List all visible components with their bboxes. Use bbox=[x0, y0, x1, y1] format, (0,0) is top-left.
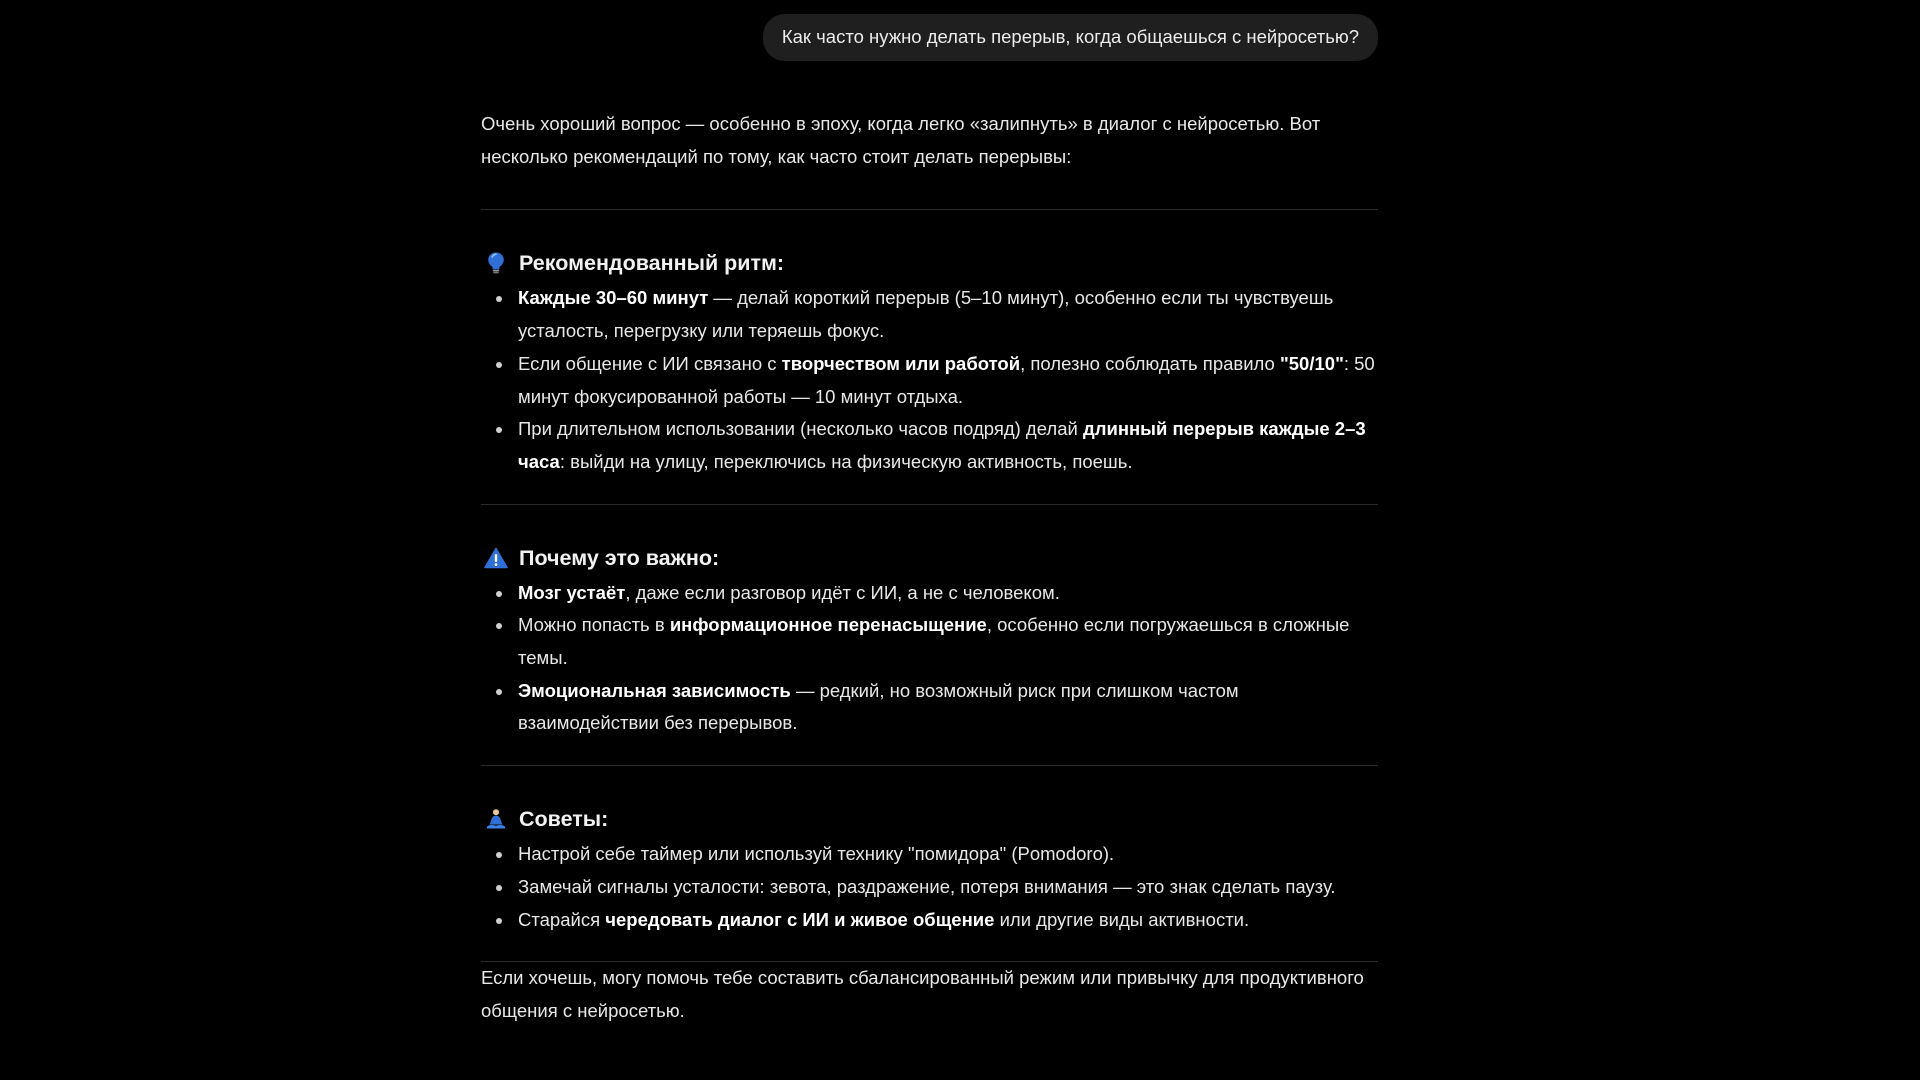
section-title: Почему это важно: bbox=[519, 545, 720, 570]
bold-text: Мозг устаёт bbox=[518, 581, 626, 603]
section-heading bbox=[481, 802, 1378, 836]
text-segment: : 50 минут фокусированной работы — 10 минут отдыха. bbox=[518, 352, 1375, 407]
text-segment: Настрой себе таймер или используй технику "помидора" (Pomodoro). bbox=[518, 843, 1115, 865]
bold-text: Каждые 30–60 минут bbox=[518, 287, 709, 309]
bold-text: информационное перенасыщение bbox=[669, 614, 987, 636]
list-item bbox=[518, 577, 1378, 610]
bullet-list bbox=[481, 577, 1378, 741]
list-item bbox=[518, 871, 1378, 904]
meditation-icon bbox=[484, 807, 508, 831]
bold-text: чередовать диалог с ИИ и живое общение bbox=[605, 908, 995, 930]
text-segment: Замечай сигналы усталости: зевота, раздражение, потеря внимания — это знак сделать паузу. bbox=[518, 875, 1336, 897]
divider bbox=[481, 504, 1378, 505]
user-message-bubble[interactable]: Как часто нужно делать перерыв, когда общаешься с нейросетью? bbox=[763, 14, 1378, 61]
section-heading bbox=[481, 246, 1378, 280]
text-segment: : выйди на улицу, переключись на физическую активность, поешь. bbox=[559, 450, 1133, 472]
list-item bbox=[518, 904, 1378, 937]
bold-text: творчеством или работой bbox=[781, 352, 1021, 374]
assistant-intro: Очень хороший вопрос — особенно в эпоху, когда легко «залипнуть» в диалог с нейросетью. Вот несколько рекомендаций по тому, как часто стоит делать перерывы: bbox=[481, 113, 1321, 167]
chat-thread bbox=[481, 0, 1378, 1028]
list-item bbox=[518, 838, 1378, 871]
lightbulb-icon bbox=[484, 251, 508, 275]
text-segment: , даже если разговор идёт с ИИ, а не с человеком. bbox=[625, 581, 1060, 603]
text-segment: Старайся bbox=[518, 908, 606, 930]
text-segment: — редкий, но возможный риск при слишком частом взаимодействии без перерывов. bbox=[518, 679, 1239, 734]
text-segment: , полезно соблюдать правило bbox=[1020, 352, 1280, 374]
text-segment: Если общение с ИИ связано с bbox=[518, 352, 782, 374]
list-item bbox=[518, 675, 1378, 740]
warning-icon bbox=[484, 546, 508, 570]
assistant-message bbox=[481, 108, 1378, 1028]
text-segment: или другие виды активности. bbox=[994, 908, 1250, 930]
text-segment: — делай короткий перерыв (5–10 минут), особенно если ты чувствуешь усталость, перегрузку или теряешь фокус. bbox=[518, 287, 1334, 342]
section-title: Рекомендованный ритм: bbox=[519, 251, 785, 276]
bullet-list bbox=[481, 282, 1378, 478]
divider bbox=[481, 765, 1378, 766]
text-segment: , особенно если погружаешься в сложные темы. bbox=[518, 614, 1350, 669]
list-item bbox=[518, 282, 1378, 347]
bold-text: длинный перерыв каждые 2–3 часа bbox=[518, 418, 1366, 472]
user-message-row bbox=[481, 14, 1378, 61]
list-item bbox=[518, 609, 1378, 674]
list-item bbox=[518, 348, 1378, 413]
text-segment: При длительном использовании (несколько часов подряд) делай bbox=[518, 418, 1083, 440]
section-title: Советы: bbox=[519, 807, 609, 832]
list-item bbox=[518, 413, 1378, 478]
text-segment: Можно попасть в bbox=[518, 614, 670, 636]
bold-text: Эмоциональная зависимость bbox=[518, 679, 791, 701]
bullet-list bbox=[481, 838, 1378, 936]
assistant-sections bbox=[481, 246, 1378, 962]
section-heading bbox=[481, 541, 1378, 575]
assistant-outro: Если хочешь, могу помочь тебе составить сбалансированный режим или привычку для продуктивного общения с нейросетью. bbox=[481, 967, 1364, 1021]
bold-text: "50/10" bbox=[1280, 352, 1344, 374]
divider bbox=[481, 209, 1378, 210]
